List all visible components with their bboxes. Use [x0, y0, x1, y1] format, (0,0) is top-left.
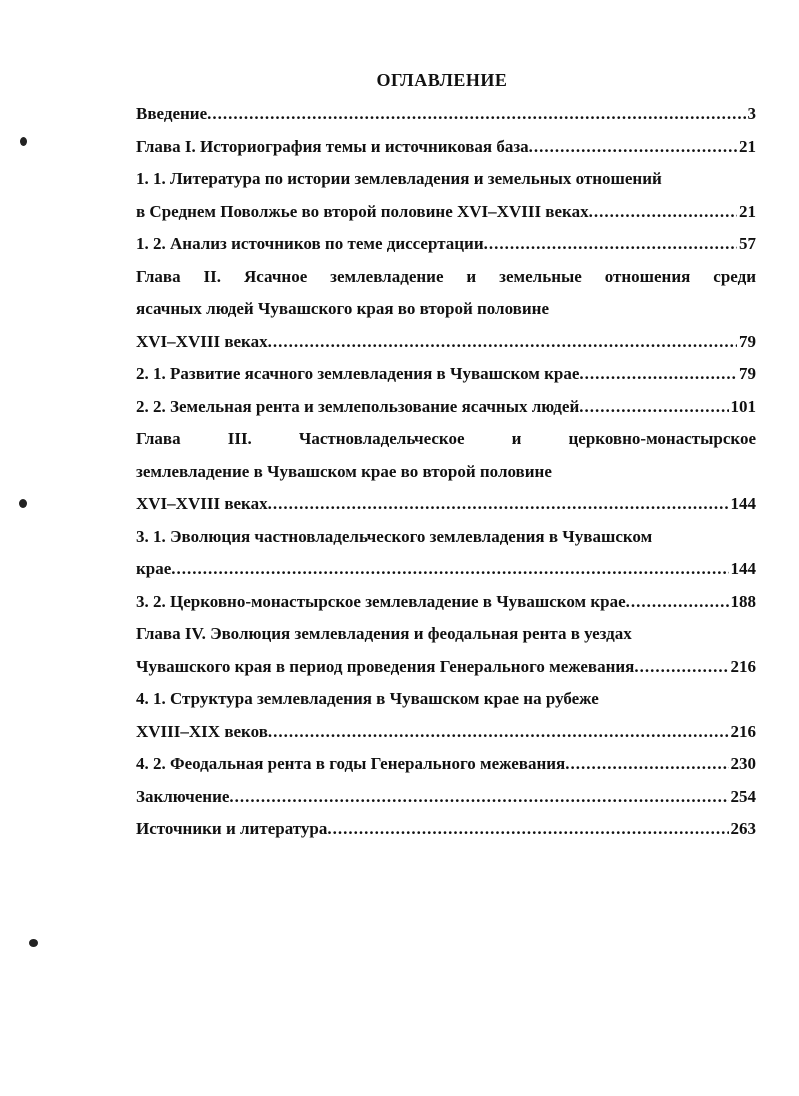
toc-page-number: 263 — [730, 819, 756, 838]
leader-dots — [529, 131, 737, 164]
toc-entry-text: Глава I. Историография темы и источниковая база — [136, 136, 529, 156]
toc-entry — [136, 423, 756, 456]
leader-dots — [171, 553, 728, 586]
toc-entry — [136, 553, 756, 586]
scan-artifact — [29, 939, 38, 947]
scan-artifact — [20, 137, 27, 146]
toc-page-number: 21 — [739, 201, 756, 221]
toc-entry-text: Введение — [136, 104, 208, 123]
toc-entry — [136, 651, 756, 684]
toc-entry-text: Чувашского края в период проведения Генерального межевания — [136, 656, 635, 676]
toc-entry — [136, 358, 756, 391]
toc-page-number: 21 — [739, 136, 756, 156]
leader-dots — [207, 98, 745, 131]
toc-entry-text: Глава III. Частновладельческое и церковно-монастырское — [136, 429, 756, 448]
toc-entry-text: 3. 1. Эволюция частновладельческого землевладения в Чувашском — [136, 526, 653, 546]
leader-dots — [229, 781, 728, 814]
toc-page-number: 216 — [730, 721, 756, 741]
toc-entry — [136, 391, 756, 424]
toc-page-number: 3 — [747, 104, 756, 123]
toc-entry — [136, 98, 756, 131]
leader-dots — [565, 748, 728, 781]
toc-page-number: 79 — [739, 364, 756, 383]
toc-entry — [136, 131, 756, 164]
toc-entry — [136, 261, 756, 294]
toc-entry-text: крае — [136, 559, 172, 578]
toc-entry-text: 3. 2. Церковно-монастырское землевладение в Чувашском крае — [136, 591, 626, 611]
toc-page-number: 216 — [730, 656, 756, 676]
toc-entry-text: 2. 1. Развитие ясачного землевладения в Чувашском крае — [136, 364, 580, 383]
toc-page-number: 230 — [730, 754, 756, 773]
toc-entry — [136, 521, 756, 554]
leader-dots — [484, 228, 737, 261]
leader-dots — [589, 196, 737, 229]
leader-dots — [634, 651, 728, 684]
leader-dots — [268, 716, 729, 749]
toc-entry-text: ясачных людей Чувашского края во второй половине — [136, 299, 549, 318]
leader-dots — [327, 813, 728, 846]
toc-entry-text: 4. 1. Структура землевладения в Чувашском крае на рубеже — [136, 689, 599, 708]
scan-artifact — [19, 499, 27, 508]
toc-entry-text: 1. 2. Анализ источников по теме диссертации — [136, 234, 484, 253]
toc-page-number: 144 — [730, 494, 756, 513]
toc-entry-text: Глава IV. Эволюция землевладения и феодальная рента в уездах — [136, 624, 632, 643]
leader-dots — [626, 586, 729, 619]
toc-entry-text: XVI–XVIII веках — [136, 494, 268, 513]
toc-entry — [136, 781, 756, 814]
toc-entry-text: 2. 2. Земельная рента и землепользование ясачных людей — [136, 396, 580, 416]
toc-entry — [136, 618, 756, 651]
toc-entry — [136, 228, 756, 261]
toc-entry — [136, 716, 756, 749]
leader-dots — [579, 358, 737, 391]
toc-title: ОГЛАВЛЕНИЕ — [376, 70, 508, 90]
toc-entry-text: XVIII–XIX веков — [136, 721, 268, 741]
toc-entry — [136, 456, 756, 489]
toc-entry — [136, 293, 756, 326]
toc-page-number: 57 — [739, 234, 756, 253]
leader-dots — [268, 488, 729, 521]
toc-entry-text: Заключение — [136, 786, 230, 806]
toc-entry — [136, 586, 756, 619]
toc-entry — [136, 813, 756, 846]
toc-entry — [136, 748, 756, 781]
toc-entry — [136, 163, 756, 196]
toc-entry-text: землевладение в Чувашском крае во второй половине — [136, 461, 552, 481]
table-of-contents — [136, 98, 756, 846]
toc-entry — [136, 326, 756, 359]
toc-entry — [136, 196, 756, 229]
leader-dots — [579, 391, 728, 424]
toc-page-number: 101 — [730, 396, 756, 416]
toc-entry-text: Источники и литература — [136, 819, 328, 838]
toc-entry-text: XVI–XVIII веках — [136, 331, 268, 351]
toc-entry — [136, 488, 756, 521]
toc-page-number: 188 — [730, 591, 756, 611]
toc-page-number: 254 — [730, 786, 756, 806]
toc-entry-text: 4. 2. Феодальная рента в годы Генерального межевания — [136, 754, 566, 773]
toc-entry — [136, 683, 756, 716]
toc-entry-text: Глава II. Ясачное землевладение и земельные отношения среди — [136, 266, 756, 286]
toc-entry-text: 1. 1. Литература по истории землевладения и земельных отношений — [136, 169, 662, 188]
leader-dots — [268, 326, 737, 359]
toc-page-number: 144 — [730, 559, 756, 578]
toc-entry-text: в Среднем Поволжье во второй половине XVI–XVIII веках — [136, 201, 589, 221]
toc-page-number: 79 — [739, 331, 756, 351]
